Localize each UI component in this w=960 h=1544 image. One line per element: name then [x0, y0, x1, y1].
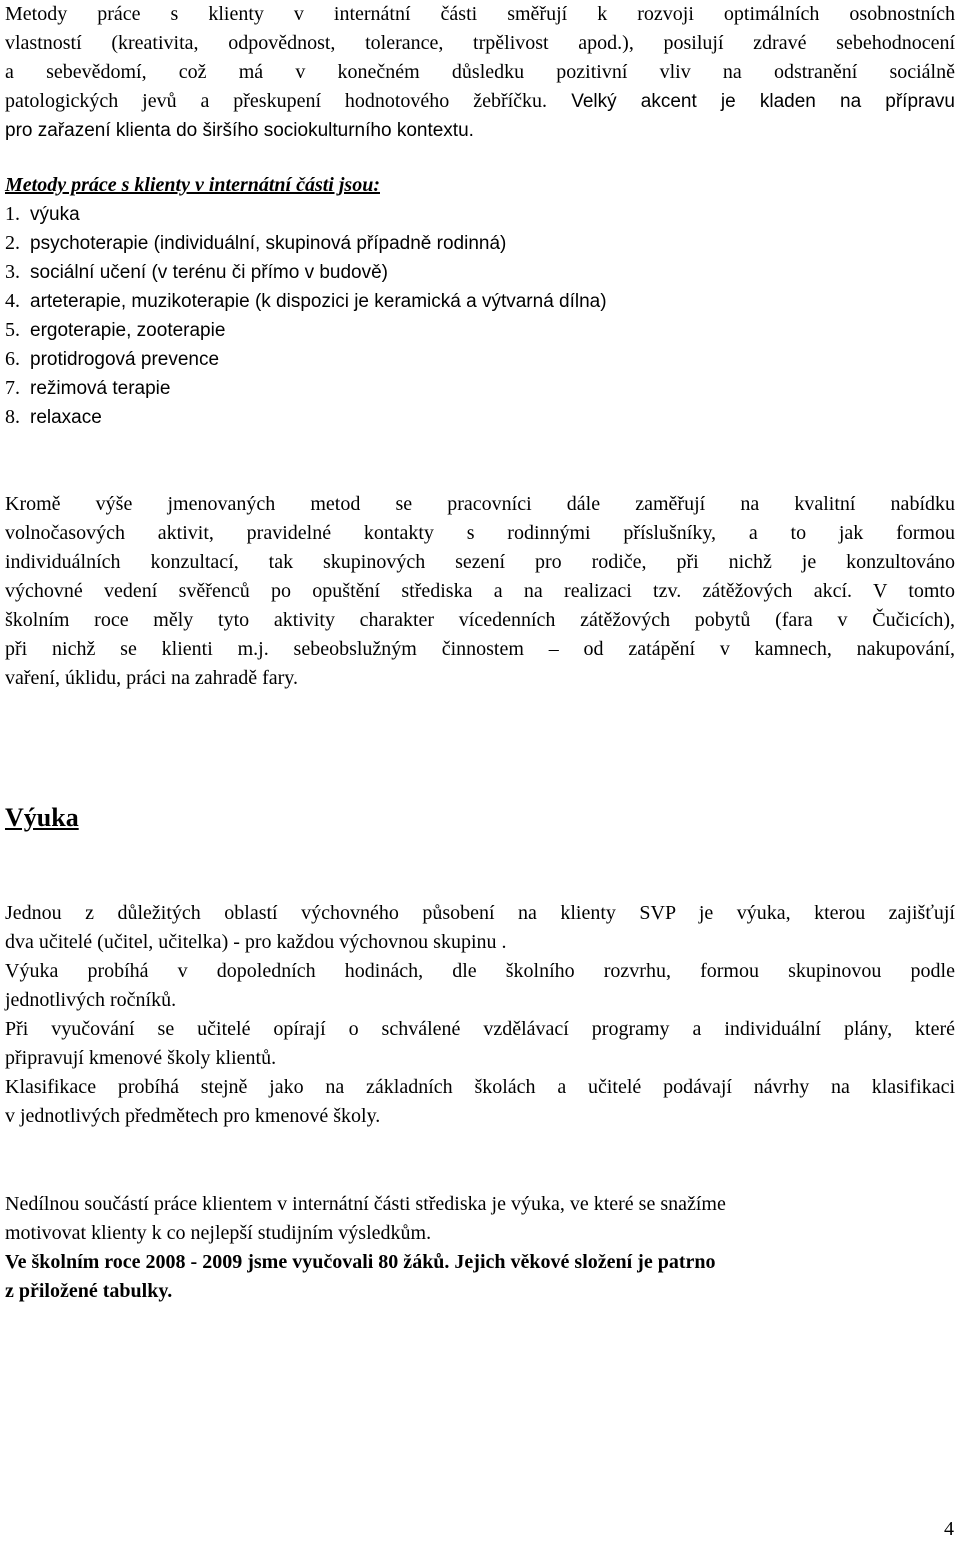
- list-text: arteterapie, muzikoterapie (k dispozici je keramická a výtvarná dílna): [30, 291, 607, 312]
- paragraph-line: Klasifikace probíhá stejně jako na základních školách a učitelé podávají návrhy na klasifikaci: [5, 1076, 955, 1098]
- paragraph-line: výchovné vedení svěřenců po opuštění střediska a na realizaci tzv. zátěžových akcí. V tomto: [5, 580, 955, 602]
- list-item: [5, 229, 955, 258]
- closing-bold-line: Ve školním roce 2008 - 2009 jsme vyučovali 80 žáků. Jejich věkové složení je patrno: [5, 1251, 716, 1273]
- closing-line: motivovat klienty k co nejlepší studijním výsledkům.: [5, 1222, 432, 1244]
- intro-paragraph: [5, 0, 955, 145]
- list-number: 7.: [5, 377, 20, 399]
- list-text: relaxace: [30, 407, 102, 428]
- intro-line-sans-part: Velký akcent je kladen na přípravu: [547, 91, 955, 112]
- list-item: [5, 374, 955, 403]
- list-number: 6.: [5, 348, 20, 370]
- closing-paragraph: [5, 1190, 955, 1306]
- list-item: [5, 287, 955, 316]
- section-title: Výuka: [5, 803, 79, 832]
- paragraph-last-line: vaření, úklidu, práci na zahradě fary.: [5, 667, 298, 689]
- paragraph-line: Při vyučování se učitelé opírají o schválené vzdělávací programy a individuální plány, které: [5, 1018, 955, 1040]
- intro-line-mixed: [5, 87, 955, 116]
- list-text: výuka: [30, 204, 80, 225]
- list-text: sociální učení (v terénu či přímo v budově): [30, 262, 389, 283]
- list-item: [5, 200, 955, 229]
- list-number: 4.: [5, 290, 20, 312]
- paragraph-line: při nichž se klienti m.j. sebeobslužným činnostem – od zatápění v kamnech, nakupování,: [5, 638, 955, 660]
- leisure-paragraph: [5, 490, 955, 693]
- list-number: 8.: [5, 406, 20, 428]
- intro-line: a sebevědomí, což má v konečném důsledku pozitivní vliv na odstranění sociálně: [5, 61, 955, 83]
- page-number: 4: [944, 1518, 954, 1540]
- paragraph-last-line: v jednotlivých předmětech pro kmenové školy.: [5, 1105, 381, 1127]
- list-text: ergoterapie, zooterapie: [30, 320, 226, 341]
- list-item: [5, 316, 955, 345]
- paragraph-last-line: jednotlivých ročníků.: [5, 989, 177, 1011]
- list-item: [5, 258, 955, 287]
- paragraph-line: Výuka probíhá v dopoledních hodinách, dle školního rozvrhu, formou skupinovou podle: [5, 960, 955, 982]
- paragraph-line: školním roce měly tyto aktivity charakter vícedenních zátěžových pobytů (fara v Čučicích),: [5, 609, 955, 631]
- list-text: protidrogová prevence: [30, 349, 220, 370]
- methods-section: [5, 142, 955, 432]
- list-number: 1.: [5, 203, 20, 225]
- list-number: 2.: [5, 232, 20, 254]
- intro-line: Metody práce s klienty v internátní části směřují k rozvoji optimálních osobnostních: [5, 3, 955, 25]
- paragraph-last-line: dva učitelé (učitel, učitelka) - pro každou výchovnou skupinu .: [5, 931, 507, 953]
- list-number: 3.: [5, 261, 20, 283]
- list-number: 5.: [5, 319, 20, 341]
- paragraph-line: individuálních konzultací, tak skupinových sezení pro rodiče, při nichž je konzultováno: [5, 551, 955, 573]
- intro-line-serif-part: patologických jevů a přeskupení hodnotového žebříčku.: [5, 90, 548, 112]
- closing-bold-line: z přiložené tabulky.: [5, 1280, 173, 1302]
- paragraph-line: volnočasových aktivit, pravidelné kontakty s rodinnými příslušníky, a to jak formou: [5, 522, 955, 544]
- intro-last-line: pro zařazení klienta do širšího sociokulturního kontextu.: [5, 120, 474, 141]
- list-item: [5, 345, 955, 374]
- intro-line: vlastností (kreativita, odpovědnost, tolerance, trpělivost apod.), posilují zdravé sebehodnocení: [5, 32, 955, 54]
- paragraph-last-line: připravují kmenové školy klientů.: [5, 1047, 277, 1069]
- methods-list: [5, 200, 955, 432]
- closing-line: Nedílnou součástí práce klientem v internátní části střediska je výuka, ve které se snažíme: [5, 1193, 726, 1215]
- list-item: [5, 403, 955, 432]
- methods-heading: Metody práce s klienty v internátní části jsou:: [5, 174, 380, 196]
- list-text: režimová terapie: [30, 378, 171, 399]
- list-text: psychoterapie (individuální, skupinová případně rodinná): [30, 233, 507, 254]
- vyuka-paragraphs: [5, 899, 955, 1131]
- paragraph-line: Jednou z důležitých oblastí výchovného působení na klienty SVP je výuka, kterou zajišťují: [5, 902, 955, 924]
- paragraph-line: Kromě výše jmenovaných metod se pracovníci dále zaměřují na kvalitní nabídku: [5, 493, 955, 515]
